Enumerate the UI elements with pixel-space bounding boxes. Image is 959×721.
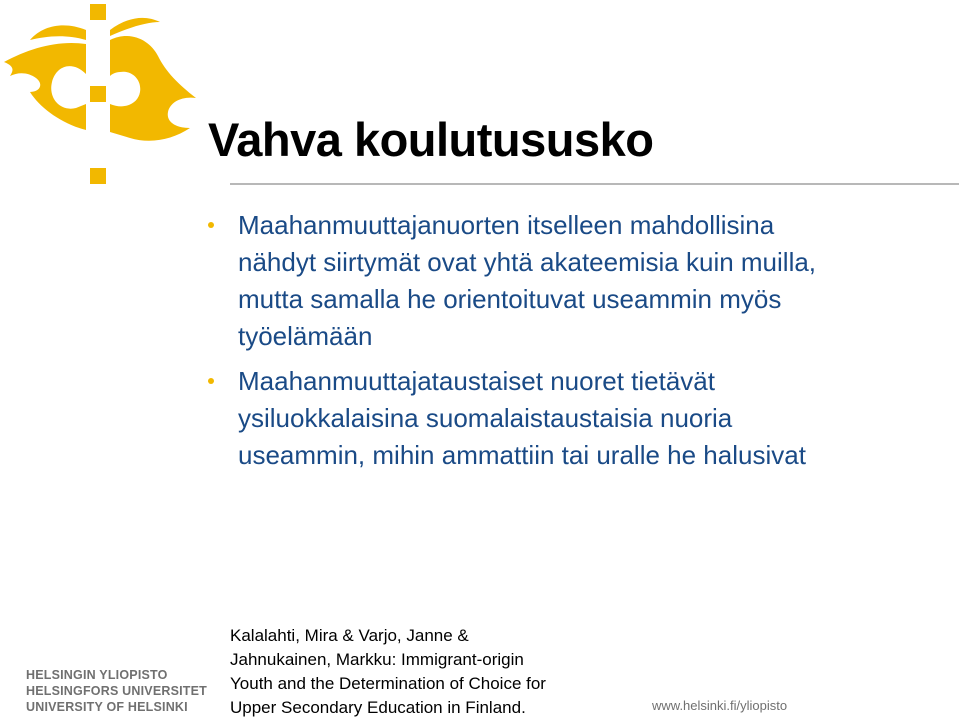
reference-line: Youth and the Determination of Choice for <box>230 674 546 693</box>
wordmark-line: HELSINGIN YLIOPISTO <box>26 668 168 682</box>
wordmark-line: HELSINGFORS UNIVERSITET <box>26 684 208 698</box>
bullet-list <box>208 207 928 482</box>
helsinki-flame-logo-icon <box>0 0 210 190</box>
bullet-text-line: nähdyt siirtymät ovat yhtä akateemisia kuin muilla, <box>238 247 817 277</box>
bullet-text-line: mutta samalla he orientoituvat useammin myös <box>238 284 782 314</box>
bullet-item <box>208 207 928 355</box>
bullet-item <box>208 363 928 474</box>
reference-line: Jahnukainen, Markku: Immigrant-origin <box>230 650 524 669</box>
bullet-text-line: ysiluokkalaisina suomalaistaustaisia nuoria <box>238 403 733 433</box>
reference-line: Upper Secondary Education in Finland. <box>230 698 526 717</box>
bullet-text-line: Maahanmuuttajanuorten itselleen mahdollisina <box>238 210 775 240</box>
title-divider <box>230 183 959 185</box>
bullet-text-line: useammin, mihin ammattiin tai uralle he halusivat <box>238 440 806 470</box>
bullet-text-line: työelämään <box>238 321 373 351</box>
footer-url: www.helsinki.fi/yliopisto <box>652 698 788 713</box>
university-wordmark <box>26 667 207 715</box>
wordmark-line: UNIVERSITY OF HELSINKI <box>26 700 188 714</box>
reference-line: Kalalahti, Mira & Varjo, Janne & <box>230 626 469 645</box>
reference-citation <box>230 624 546 720</box>
bullet-dot-icon <box>208 222 214 228</box>
slide-title: Vahva koulutususko <box>208 113 654 166</box>
bullet-dot-icon <box>208 378 214 384</box>
bullet-text-line: Maahanmuuttajataustaiset nuoret tietävät <box>238 366 715 396</box>
